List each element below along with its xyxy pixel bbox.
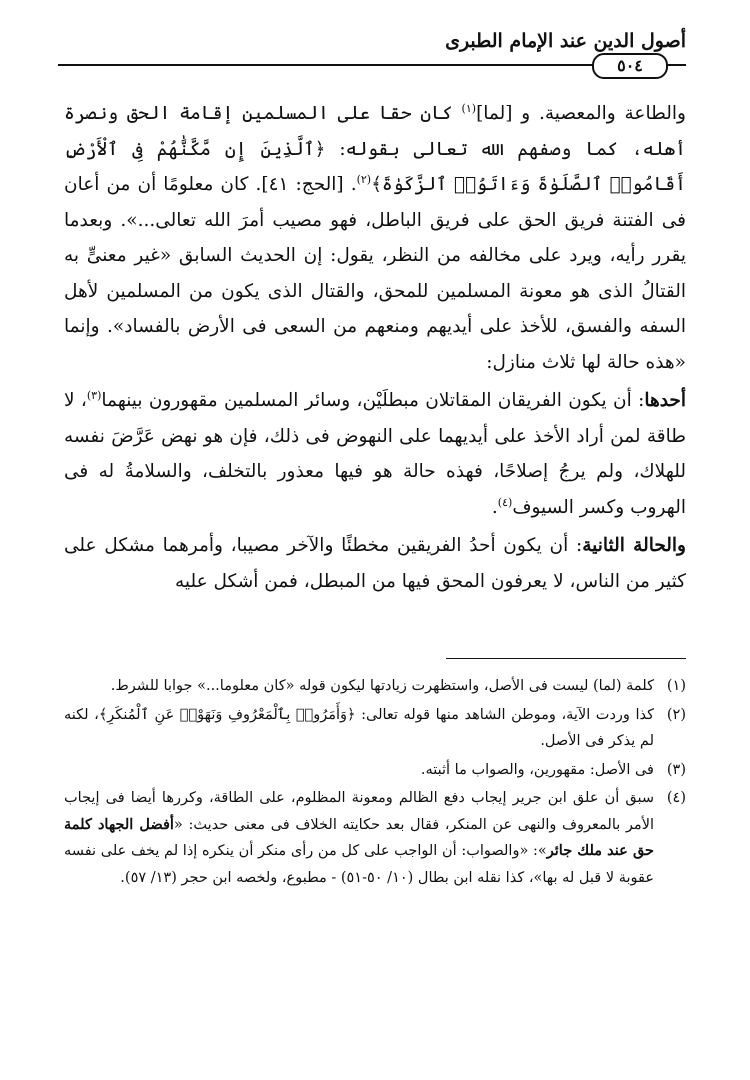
- footnote-2: [64, 702, 686, 755]
- footnote-text: »: «والصواب: أن الواجب على كل من رأى منكر أن ينكره إذا لم يخف على نفسه عقوبة لا قبل له بها»، كذا نقله ابن بطال (١٠/ ٥٠-٥١) - مطبوع، ولخصه ابن حجر (١٣/ ٥٧).: [64, 843, 654, 886]
- para2-lead: أحدها: [644, 390, 686, 411]
- footnote-number: (١): [666, 678, 686, 694]
- footnote-ref-1: (١): [461, 101, 477, 115]
- hadith-quote: أفضل الجهاد كلمة حق عند ملك جائر: [64, 815, 654, 859]
- footnote-text: كذا وردت الآية، وموطن الشاهد منها قوله تعالى:: [355, 706, 654, 723]
- footnotes: [64, 673, 686, 893]
- para3-text-a: : أن يكون أحدُ الفريقين مخطئًا والآخر مصيبا، وأمرهما مشكل على كثير من الناس، لا يعرفون المحق فيها من المبطل، فمن أشكل عليه: [64, 535, 686, 592]
- para2-text-a: : أن يكون الفريقان المقاتلان مبطلَيْن، وسائر المسلمين مقهورون بينهما: [101, 390, 645, 411]
- para1-text-c: . [الحج: ٤١]. كان معلومًا أن من أعان فى الفتنة فريق الحق على فريق الباطل، فهو مصيب أمرَ الله تعالى...». وبعدما يقرر رأيه، ويرد على مخالفه من النظر، يقول: إن الحديث السابق «غير معنىٍّ به القتالُ الذى هو معونة المسلمين للمحق، والقتال الذى يكون من المسلمين لأهل السفه والفسق، للأخذ على أيديهم ومنعهم من السعى فى الأرض بالفساد». وإنما «هذه حالة لها ثلاث منازل:: [64, 174, 686, 373]
- para1-text-b: كان حقا على المسلمين إقامة الحق ونصرة أهله، كما وصفهم الله تعالى بقوله:: [64, 103, 686, 160]
- footnote-ref-4: (٤): [497, 495, 513, 509]
- paragraph-1: [64, 96, 686, 380]
- footnote-3: [64, 757, 686, 784]
- running-title: أصول الدين عند الإمام الطبرى: [445, 30, 686, 52]
- page-header: [58, 26, 686, 86]
- para3-lead: والحالة الثانية: [582, 535, 686, 556]
- footnote-text: سبق أن علق ابن جرير إيجاب دفع الظالم ومعونة المظلوم، على الطاقة، وكررها أيضا فى إيجاب الأمر بالمعروف والنهى عن المنكر، فقال بعد حكايته الخلاف فى معنى حديث: «: [64, 790, 654, 833]
- paragraph-3: [64, 528, 686, 599]
- footnote-text: ، لكنه لم يذكر فى الأصل.: [64, 706, 654, 749]
- quran-verse: ﴿ٱلَّذِينَ إِن مَّكَّنَّٰهُمْ فِى ٱلْأَرْضِ أَقَامُوا۟ ٱلصَّلَوٰةَ وَءَاتَوُا۟ ٱلزَّكَوٰةَ﴾: [64, 138, 686, 195]
- footnote-4: [64, 785, 686, 891]
- footnote-rule: [446, 658, 686, 659]
- footnote-text: فى الأصل: مقهورين، والصواب ما أثبته.: [420, 761, 654, 778]
- paragraph-2: [64, 383, 686, 525]
- footnote-quran-verse: ﴿وَأَمَرُوا۟ بِٱلْمَعْرُوفِ وَنَهَوْا۟ عَنِ ٱلْمُنكَرِ﴾: [98, 706, 356, 723]
- footnote-number: (٢): [666, 706, 686, 723]
- footnote-ref-3: (٣): [86, 388, 102, 402]
- body-text: [64, 96, 686, 599]
- page-number: ٥٠٤: [592, 53, 668, 79]
- footnote-1: [64, 673, 686, 700]
- footnote-number: (٤): [666, 790, 686, 806]
- footnote-number: (٣): [666, 761, 686, 778]
- footnote-ref-2: (٢): [356, 172, 372, 186]
- footnote-text: كلمة (لما) ليست فى الأصل، واستظهرت زيادتها ليكون قوله «كان معلوما...» جوابا للشرط.: [110, 678, 654, 694]
- para1-text-a: والطاعة والمعصية. و [لما]: [476, 103, 686, 124]
- para2-text-b: ، لا طاقة لمن أراد الأخذ على أيديهما على النهوض فى ذلك، فإن هو نهض عَرَّضَ نفسه للهلاك، ولم يرجُ إصلاحًا، فهذه حالة هو فيها معذور بالتخلف، والسلامةُ له فى الهروب وكسر السيوف: [64, 390, 686, 518]
- para2-text-c: .: [491, 496, 498, 518]
